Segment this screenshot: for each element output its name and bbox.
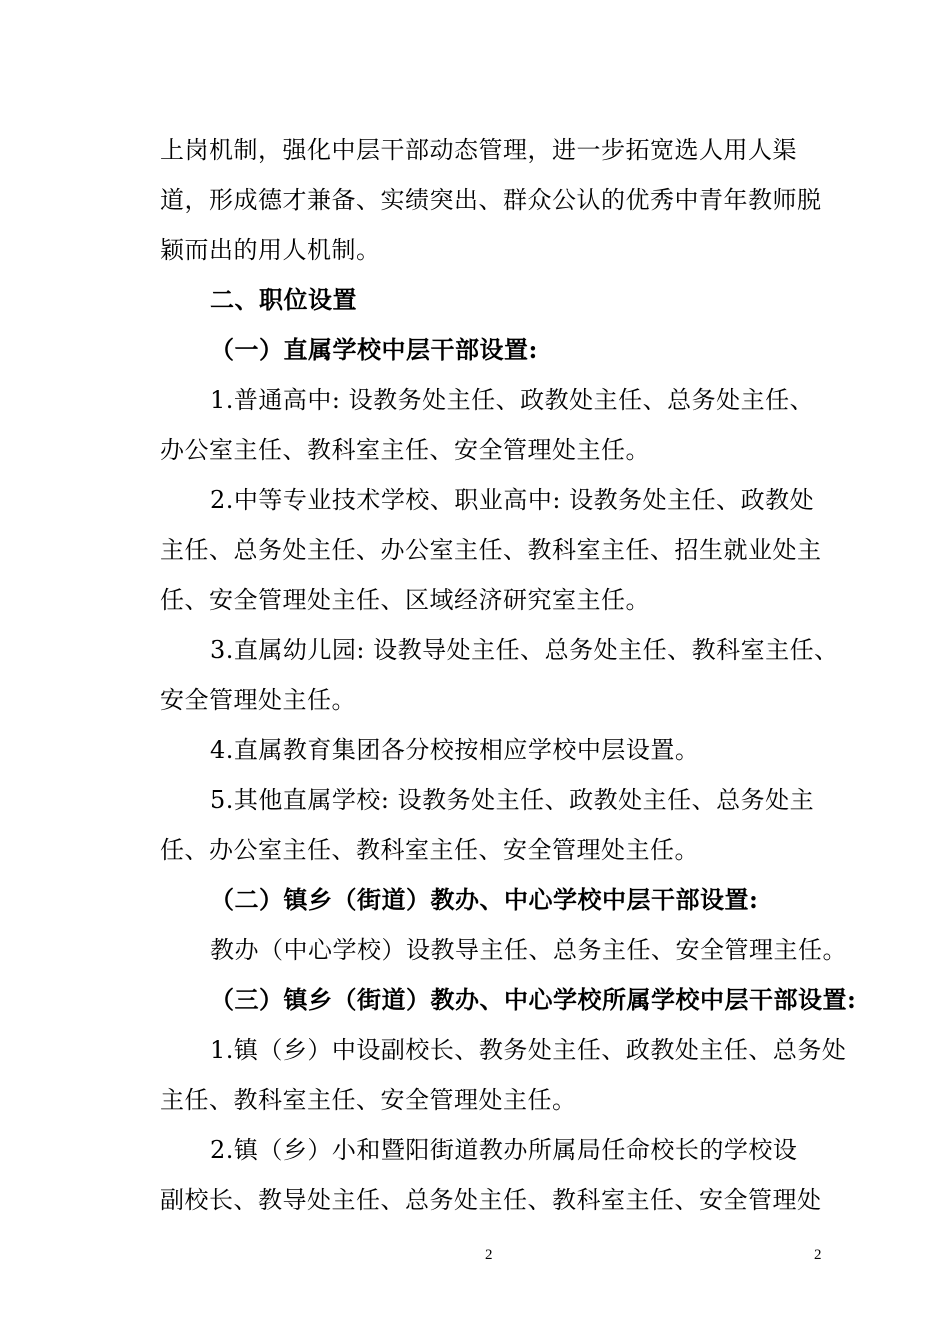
text-line: 副校长、教导处主任、总务处主任、教科室主任、安全管理处: [160, 1186, 822, 1214]
section-heading: 二、职位设置: [210, 285, 357, 314]
subsection-heading: （三）镇乡（街道）教办、中心学校所属学校中层干部设置:: [210, 985, 857, 1014]
text-line: 主任、总务处主任、办公室主任、教科室主任、招生就业处主: [160, 536, 822, 564]
text-line: 3.直属幼儿园: 设教导处主任、总务处主任、教科室主任、: [210, 636, 839, 664]
subsection-heading: （一）直属学校中层干部设置:: [210, 335, 538, 364]
subsection-heading: （二）镇乡（街道）教办、中心学校中层干部设置:: [210, 885, 759, 914]
text-line: 颖而出的用人机制。: [160, 236, 381, 264]
text-line: 教办（中心学校）设教导主任、总务主任、安全管理主任。: [210, 936, 847, 964]
text-line: 任、安全管理处主任、区域经济研究室主任。: [160, 586, 650, 614]
text-line: 5.其他直属学校: 设教务处主任、政教处主任、总务处主: [210, 786, 815, 814]
page-number-right: 2: [814, 1247, 822, 1263]
page-number-center: 2: [485, 1247, 493, 1263]
text-line: 上岗机制，强化中层干部动态管理，进一步拓宽选人用人渠: [160, 136, 797, 164]
text-line: 4.直属教育集团各分校按相应学校中层设置。: [210, 736, 700, 764]
text-line: 2.镇（乡）小和暨阳街道教办所属局任命校长的学校设: [210, 1136, 798, 1164]
text-line: 安全管理处主任。: [160, 686, 356, 714]
text-line: 主任、教科室主任、安全管理处主任。: [160, 1086, 577, 1114]
text-line: 2.中等专业技术学校、职业高中: 设教务处主任、政教处: [210, 486, 815, 514]
text-line: 1.镇（乡）中设副校长、教务处主任、政教处主任、总务处: [210, 1036, 847, 1064]
text-line: 1.普通高中: 设教务处主任、政教处主任、总务处主任、: [210, 386, 815, 414]
text-line: 任、办公室主任、教科室主任、安全管理处主任。: [160, 836, 699, 864]
text-line: 办公室主任、教科室主任、安全管理处主任。: [160, 436, 650, 464]
text-line: 道，形成德才兼备、实绩突出、群众公认的优秀中青年教师脱: [160, 186, 822, 214]
